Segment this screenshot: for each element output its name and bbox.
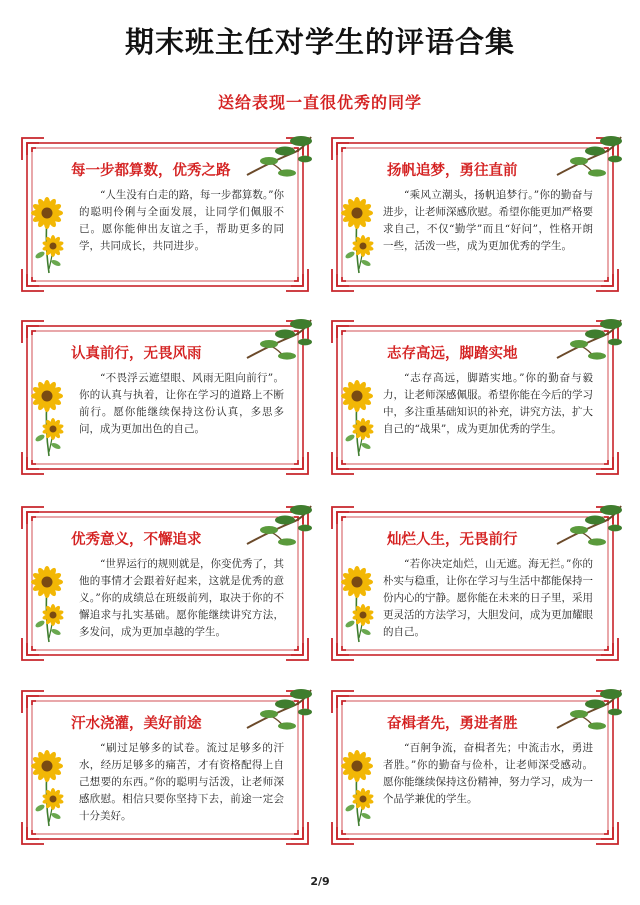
comment-card	[21, 690, 309, 845]
card-title: 奋楫者先，勇进者胜	[387, 716, 518, 732]
card-title: 志存高远，脚踏实地	[387, 346, 518, 362]
pine-branch-icon	[243, 684, 313, 734]
pine-branch-icon	[243, 131, 313, 181]
comment-card	[331, 506, 619, 661]
sunflower-icon	[339, 748, 379, 828]
comment-card	[21, 137, 309, 292]
sunflower-icon	[29, 748, 69, 828]
card-body: “不畏浮云遮望眼、风雨无阻向前行”。你的认真与执着，让你在学习的道路上不断前行。愿你能继续保持这份认真，多思多问，成为更加出色的自己。	[79, 372, 284, 435]
sunflower-icon	[339, 564, 379, 644]
card-body: “人生没有白走的路，每一步都算数。”你的聪明伶俐与全面发展，让同学们佩服不已。愿你能伸出友谊之手，帮助更多的同学，共同成长，共同进步。	[79, 189, 284, 252]
page-title: 期末班主任对学生的评语合集	[124, 25, 515, 59]
comment-card	[21, 506, 309, 661]
card-title: 扬帆追梦，勇往直前	[387, 163, 518, 179]
card-title: 灿烂人生，无畏前行	[387, 532, 518, 548]
card-title: 认真前行，无畏风雨	[71, 346, 202, 362]
card-body: “志存高远，脚踏实地。”你的勤奋与毅力，让老师深感佩服。希望你能在今后的学习中，多注重基础知识的补充，讲究方法，扩大自己的“战果”，成为更加优秀的学生。	[383, 372, 593, 435]
sunflower-icon	[29, 378, 69, 458]
card-title: 优秀意义，不懈追求	[71, 532, 202, 548]
pine-branch-icon	[553, 684, 623, 734]
sunflower-icon	[339, 378, 379, 458]
card-body: “若你决定灿烂，山无遮。海无拦。”你的朴实与稳重，让你在学习与生活中都能保持一份内心的宁静。愿你能在未来的日子里，采用更灵活的方法学习，大胆发问，成为更加耀眼的自己。	[383, 558, 593, 638]
card-body: “乘风立潮头，扬帆追梦行。”你的勤奋与进步，让老师深感欣慰。希望你能更加严格要求自己，不仅“勤学”而且“好问”，性格开朗一些，活泼一些，成为更加优秀的学生。	[383, 189, 593, 252]
pine-branch-icon	[243, 314, 313, 364]
card-title: 汗水浇灌，美好前途	[71, 716, 202, 732]
page-subtitle: 送给表现一直很优秀的同学	[217, 93, 422, 112]
sunflower-icon	[339, 195, 379, 275]
pine-branch-icon	[553, 314, 623, 364]
card-body: “刷过足够多的试卷。流过足够多的汗水，经历足够多的痛苦，才有资格配得上自己想要的东西。”你的聪明与活泼，让老师深感欣慰。相信只要你坚持下去，前途一定会十分美好。	[79, 742, 284, 822]
pine-branch-icon	[553, 500, 623, 550]
comment-card	[331, 137, 619, 292]
card-body: “世界运行的规则就是，你变优秀了，其他的事情才会跟着好起来，这就是优秀的意义。”你的成绩总在班级前列，取决于你的不懈追求与扎实基础。愿你能继续讲究方法，多发问，成为更加卓越的学生。	[79, 558, 284, 638]
comment-card	[21, 320, 309, 475]
card-title: 每一步都算数，优秀之路	[71, 163, 231, 179]
pine-branch-icon	[553, 131, 623, 181]
sunflower-icon	[29, 195, 69, 275]
comment-card	[331, 690, 619, 845]
sunflower-icon	[29, 564, 69, 644]
page-number: 2/9	[310, 875, 330, 888]
pine-branch-icon	[243, 500, 313, 550]
comment-card	[331, 320, 619, 475]
card-body: “百舸争流，奋楫者先；中流击水，勇进者胜。”你的勤奋与俭朴，让老师深受感动。愿你能继续保持这份精神，努力学习，成为一个品学兼优的学生。	[383, 742, 593, 805]
